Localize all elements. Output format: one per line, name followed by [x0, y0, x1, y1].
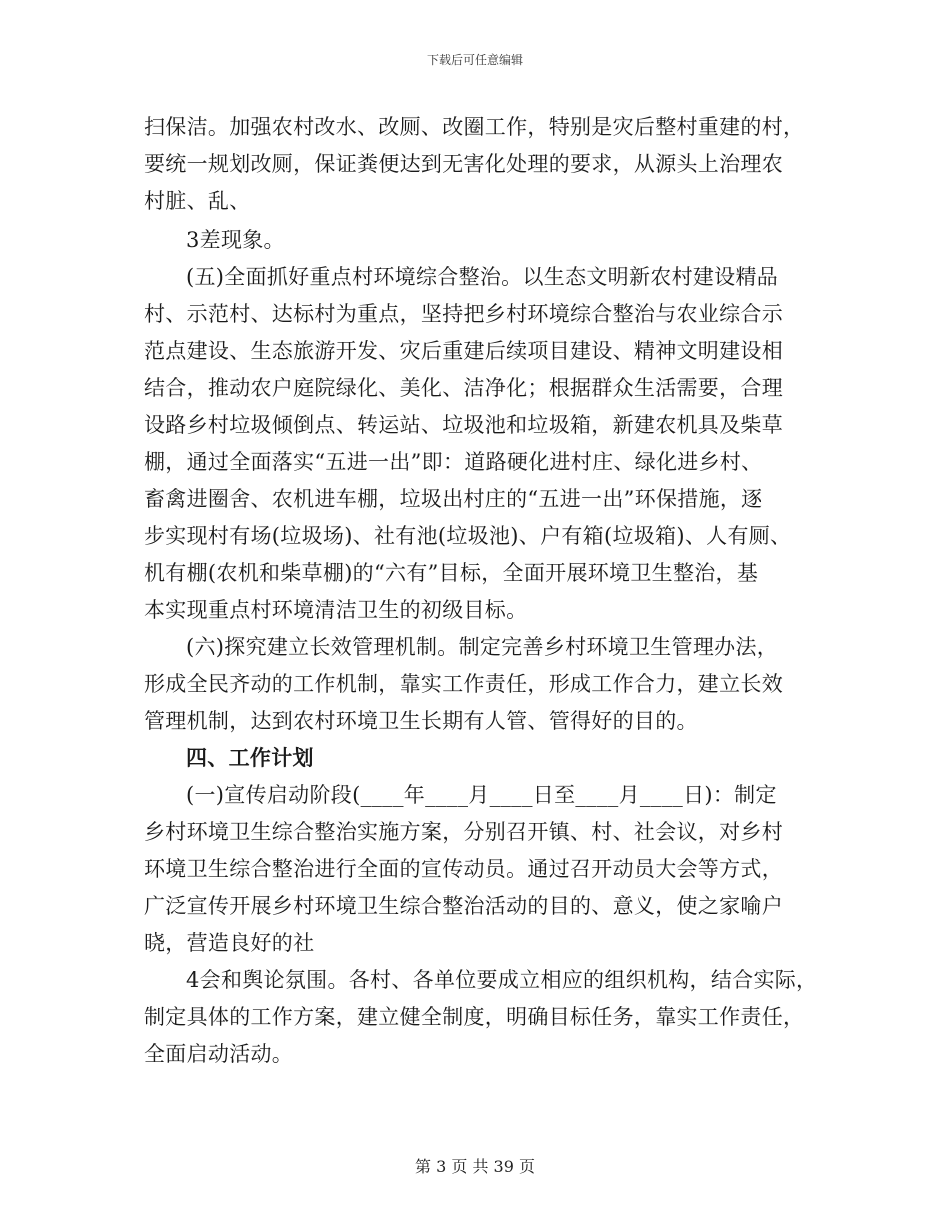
paragraph-start-line: (五)全面抓好重点村环境综合整治。以生态文明新农村建设精品	[186, 265, 779, 289]
page-footer: 第 3 页 共 39 页	[415, 1157, 535, 1176]
text-line: 要统一规划改厕，保证粪便达到无害化处理的要求，从源头上治理农	[144, 152, 783, 176]
text-line: 广泛宣传开展乡村环境卫生综合整治活动的目的、意义，使之家喻户	[144, 894, 783, 918]
text-line: 形成全民齐动的工作机制，靠实工作责任，形成工作合力，建立长效	[144, 672, 783, 696]
text-line: 范点建设、生态旅游开发、灾后重建后续项目建设、精神文明建设相	[144, 339, 783, 363]
text-line: 制定具体的工作方案，建立健全制度，明确目标任务，靠实工作责任，	[144, 1005, 805, 1029]
text-line: 村、示范村、达标村为重点，坚持把乡村环境综合整治与农业综合示	[144, 302, 783, 326]
text-line: 全面启动活动。	[144, 1042, 294, 1066]
paragraph-start-line: (六)探究建立长效管理机制。制定完善乡村环境卫生管理办法，	[186, 635, 779, 659]
text-line: 晓，营造良好的社	[144, 931, 315, 955]
text-line: 棚，通过全面落实“五进一出”即：道路硬化进村庄、绿化进乡村、	[144, 450, 763, 474]
text-line: 结合，推动农户庭院绿化、美化、洁净化；根据群众生活需要，合理	[144, 376, 783, 400]
text-line: 设路乡村垃圾倾倒点、转运站、垃圾池和垃圾箱，新建农机具及柴草	[144, 413, 783, 437]
text-line: 步实现村有场(垃圾场)、社有池(垃圾池)、户有箱(垃圾箱)、人有厕、	[144, 524, 792, 548]
text-line: 环境卫生综合整治进行全面的宣传动员。通过召开动员大会等方式，	[144, 857, 783, 881]
page-header: 下载后可任意编辑	[426, 53, 523, 67]
text-line: 村脏、乱、	[144, 189, 251, 213]
text-line: 乡村环境卫生综合整治实施方案，分别召开镇、村、社会议，对乡村	[144, 820, 783, 844]
text-line: 机有棚(农机和柴草棚)的“六有”目标，全面开展环境卫生整治，基	[144, 561, 759, 585]
text-line: 本实现重点村环境清洁卫生的初级目标。	[144, 598, 528, 622]
text-line: 畜禽进圈舍、农机进车棚，垃圾出村庄的“五进一出”环保措施，逐	[144, 487, 763, 511]
paragraph-start-line: (一)宣传启动阶段(____年____月____日至____月____日)：制定	[186, 783, 777, 807]
text-line: 管理机制，达到农村环境卫生长期有人管、管得好的目的。	[144, 709, 698, 733]
paragraph-start-line: 4会和舆论氛围。各村、各单位要成立相应的组织机构，结合实际，	[186, 968, 818, 992]
section-heading: 四、工作计划	[186, 745, 314, 770]
text-line: 扫保洁。加强农村改水、改厕、改圈工作，特别是灾后整村重建的村，	[144, 115, 805, 139]
text-line: 3差现象。	[186, 228, 285, 252]
